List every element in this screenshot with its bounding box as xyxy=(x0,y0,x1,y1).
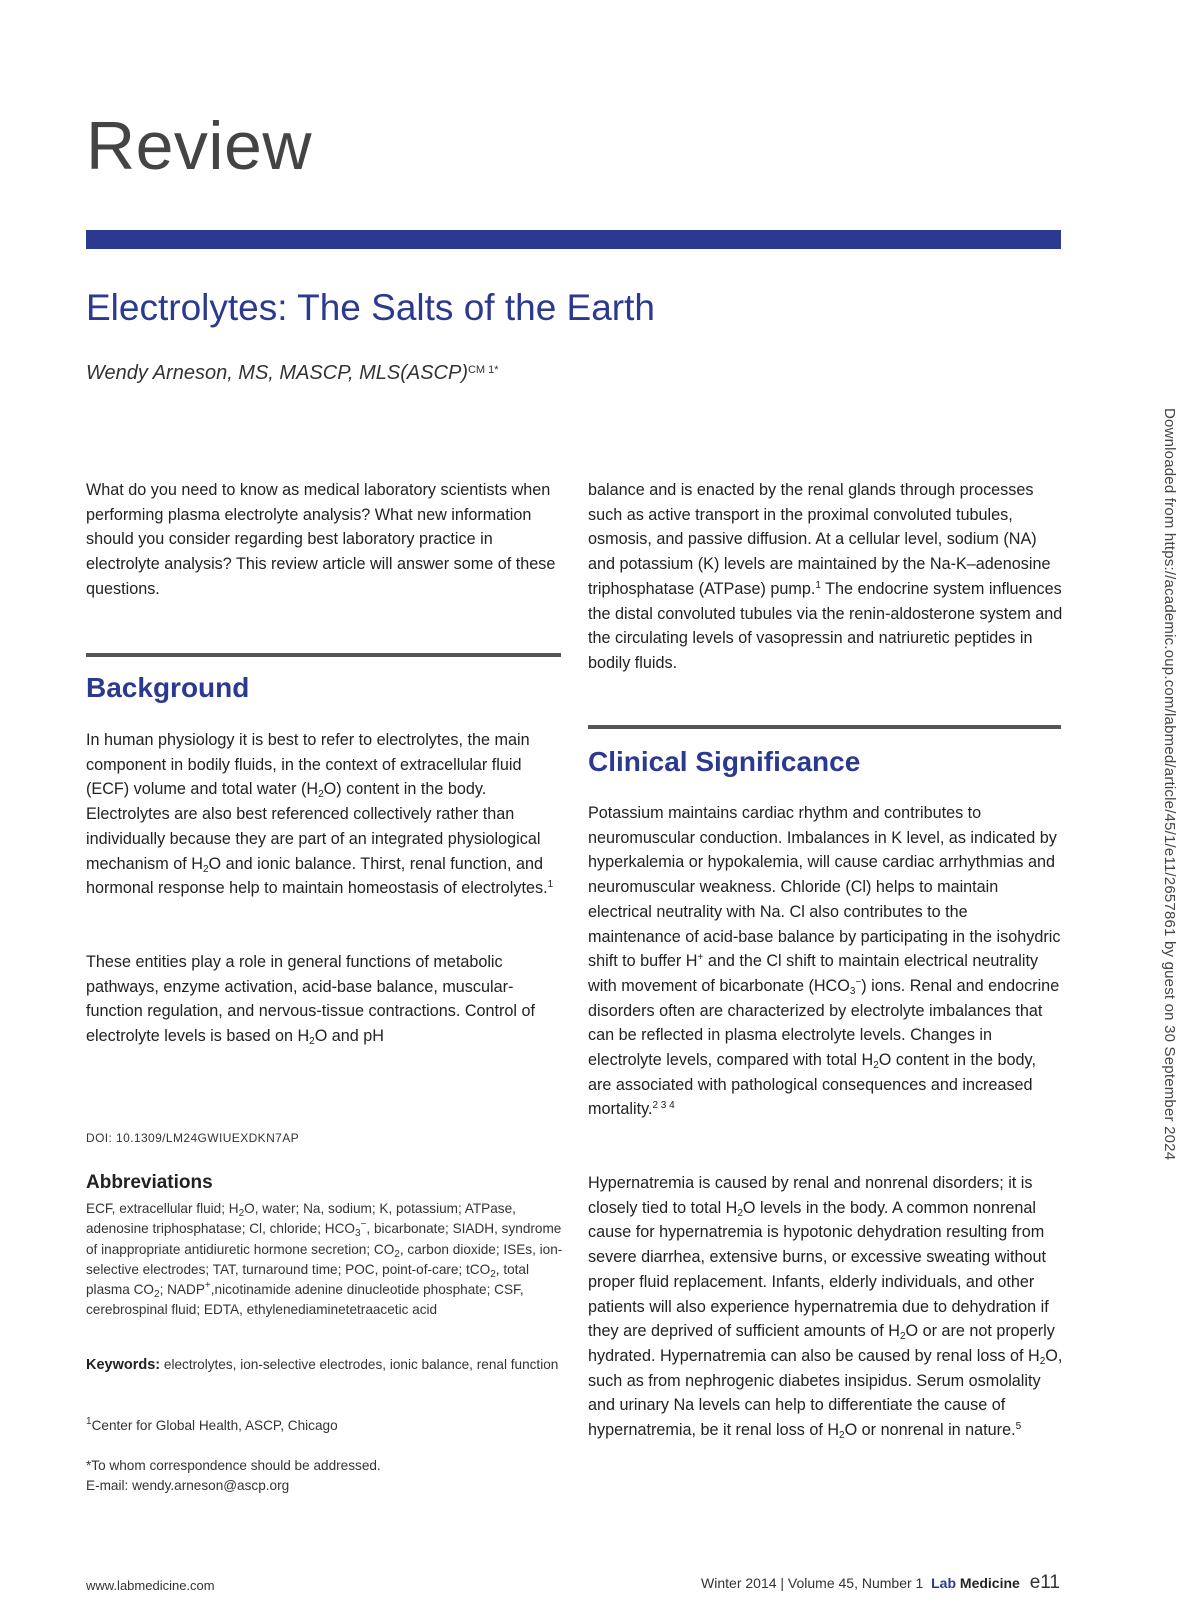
keywords-label: Keywords: xyxy=(86,1357,161,1373)
journal-brand-lab: Lab xyxy=(931,1575,957,1591)
affiliation-text: Center for Global Health, ASCP, Chicago xyxy=(91,1418,338,1433)
text-run: , carbon dioxide; ISEs, ion-selective electrodes; TAT, turnaround time; POC, point-of-care; tCO xyxy=(86,1241,563,1277)
text-run: O) content in the body. Electrolytes are also best referenced collectively rather than individually because they are part of an integrated physiological mechanism of H xyxy=(86,780,541,873)
text-run: ,nicotinamide adenine dinucleotide phosphate; CSF, cerebrospinal fluid; EDTA, ethylenediaminetetraacetic acid xyxy=(86,1282,524,1318)
correspondence-note: *To whom correspondence should be addressed. xyxy=(86,1458,381,1473)
keywords-text: electrolytes, ion-selective electrodes, ionic balance, renal function xyxy=(160,1357,559,1372)
background-section-rule xyxy=(86,653,561,657)
abstract-text: What do you need to know as medical laboratory scientists when performing plasma electrolyte analysis? What new information should you consider regarding best laboratory practice in electrolyte analysis? This review article will answer some of these questions. xyxy=(86,481,556,598)
subscript: 2 xyxy=(318,789,324,801)
continuation-text-2: The endocrine system influences the distal convoluted tubules via the renin-aldosterone system and the circulating levels of vasopressin and natriuretic peptides in bodily fluids. xyxy=(588,579,1063,672)
text-run: Potassium maintains cardiac rhythm and contributes to neuromuscular conduction. Imbalances in K level, as indicated by hyperkalemia or hypokalemia, will cause cardiac arrhythmias and neuromuscular weakness. Chloride (Cl) helps to maintain electrical neutrality with Na. Cl also contributes to the maintenance of acid-base balance by participating in the isohydric shift to buffer H xyxy=(588,804,1061,971)
text-run: , bicarbonate; SIADH, syndrome of inappropriate antidiuretic hormone secretion; CO xyxy=(86,1221,562,1257)
text-run: O, water; Na, sodium; K, potassium; ATPase, adenosine triphosphatase; Cl, chloride; HCO xyxy=(86,1201,516,1237)
clinical-section-rule xyxy=(588,725,1061,729)
footer-website-link[interactable]: www.labmedicine.com xyxy=(86,1578,215,1593)
subscript: 2 xyxy=(490,1268,496,1280)
section-label: Review xyxy=(86,108,312,184)
article-title: Electrolytes: The Salts of the Earth xyxy=(86,287,655,328)
text-run: O or nonrenal in nature. xyxy=(844,1421,1016,1440)
text-run: O levels in the body. A common nonrenal cause for hypernatremia is hypotonic dehydration resulting from severe diarrhea, extensive burns, or excessive sweating without proper fluid replacement. Infants, elderly individuals, and other patients will also experience hypernatremia due to dehydration if they are deprived of sufficient amounts of H xyxy=(588,1198,1049,1341)
abbreviations-heading: Abbreviations xyxy=(86,1172,213,1193)
abbreviations-list xyxy=(86,1199,564,1321)
subscript: 3 xyxy=(355,1228,361,1240)
keywords xyxy=(86,1355,564,1375)
text-run: , total plasma CO xyxy=(86,1261,530,1298)
superscript: − xyxy=(855,976,862,988)
text-run: Hypernatremia is caused by renal and nonrenal disorders; it is closely tied to total H xyxy=(588,1174,1033,1217)
subscript: 2 xyxy=(154,1289,160,1301)
continuation-text: balance and is enacted by the renal glands through processes such as active transport in the proximal convoluted tubules, osmosis, and passive diffusion. At a cellular level, sodium (NA) and potassium (K) levels are maintained by the Na-K–adenosine triphosphatase (ATPase) pump. xyxy=(588,481,1051,598)
ref-marker: 2 3 4 xyxy=(652,1100,675,1112)
text-run: These entities play a role in general functions of metabolic pathways, enzyme activation, acid-base balance, muscular-function regulation, and nervous-tissue contractions. Control of electrolyte levels is based on H xyxy=(86,953,536,1046)
superscript: − xyxy=(360,1219,367,1231)
subscript: 2 xyxy=(737,1207,743,1219)
author-affiliation-marks: CM 1* xyxy=(467,364,499,376)
clinical-paragraph-1 xyxy=(588,801,1063,1122)
author-names: Wendy Arneson, MS, MASCP, MLS(ASCP) xyxy=(86,362,468,384)
subscript: 2 xyxy=(394,1248,400,1260)
ref-marker: 5 xyxy=(1015,1421,1022,1433)
text-run: O, such as from nephrogenic diabetes insipidus. Serum osmolality and urinary Na levels can help to differentiate the cause of hypernatremia, be it renal loss of H xyxy=(588,1346,1063,1440)
affiliation xyxy=(86,1416,564,1436)
subscript: 2 xyxy=(238,1208,245,1219)
subscript: 2 xyxy=(873,1060,879,1072)
right-column-continuation xyxy=(588,478,1063,676)
background-paragraph-1 xyxy=(86,728,561,901)
subscript: 2 xyxy=(202,863,209,875)
footer-issue: Winter 2014 | Volume 45, Number 1 xyxy=(701,1575,924,1591)
affiliation-mark: 1 xyxy=(86,1416,92,1427)
subscript: 3 xyxy=(849,985,856,997)
superscript: + xyxy=(697,952,704,964)
subscript: 2 xyxy=(839,1430,845,1442)
download-watermark: Downloaded from https://academic.oup.com/labmed/article/45/1/e11/2657861 by guest on 30 September 2024 xyxy=(1161,408,1178,1161)
doi: DOI: 10.1309/LM24GWIUEXDKN7AP xyxy=(86,1131,300,1145)
text-run: In human physiology it is best to refer to electrolytes, the main component in bodily fluids, in the context of extracellular fluid (ECF) volume and total water (H xyxy=(86,731,530,799)
ref-marker: 1 xyxy=(547,879,554,891)
subscript: 2 xyxy=(1039,1355,1046,1367)
text-run: O and pH xyxy=(314,1027,384,1046)
footer-issue-info xyxy=(701,1572,1060,1594)
ref-marker: 1 xyxy=(815,579,821,591)
author-line xyxy=(86,362,499,385)
subscript: 2 xyxy=(899,1331,906,1343)
correspondence-email[interactable]: E-mail: wendy.arneson@ascp.org xyxy=(86,1478,290,1494)
text-run: ) ions. Renal and endocrine disorders often are characterized by electrolyte imbalances that can be reflected in plasma electrolyte levels. Changes in electrolyte levels, compared with total H xyxy=(588,976,1060,1070)
text-run: and the Cl shift to maintain electrical neutrality with movement of bicarbonate (HCO xyxy=(588,952,1039,995)
header-rule xyxy=(86,230,1061,249)
journal-brand-medicine: Medicine xyxy=(959,1575,1020,1591)
clinical-significance-heading: Clinical Significance xyxy=(588,746,861,777)
text-run: ; NADP xyxy=(159,1282,205,1298)
correspondence xyxy=(86,1456,564,1497)
subscript: 2 xyxy=(309,1036,315,1048)
text-run: O content in the body, are associated with pathological consequences and increased mortality. xyxy=(588,1051,1036,1119)
continuation-paragraph xyxy=(588,478,1063,676)
superscript: + xyxy=(204,1280,211,1292)
text-run: ECF, extracellular fluid; H xyxy=(86,1201,239,1216)
abstract xyxy=(86,478,561,602)
text-run: O and ionic balance. Thirst, renal function, and hormonal response help to maintain homeostasis of electrolytes. xyxy=(86,854,548,898)
clinical-paragraph-2 xyxy=(588,1171,1063,1443)
text-run: O or are not properly hydrated. Hypernatremia can also be caused by renal loss of H xyxy=(588,1322,1055,1365)
background-paragraph-2 xyxy=(86,950,561,1049)
background-heading: Background xyxy=(86,672,250,703)
page-number: e11 xyxy=(1029,1572,1060,1593)
